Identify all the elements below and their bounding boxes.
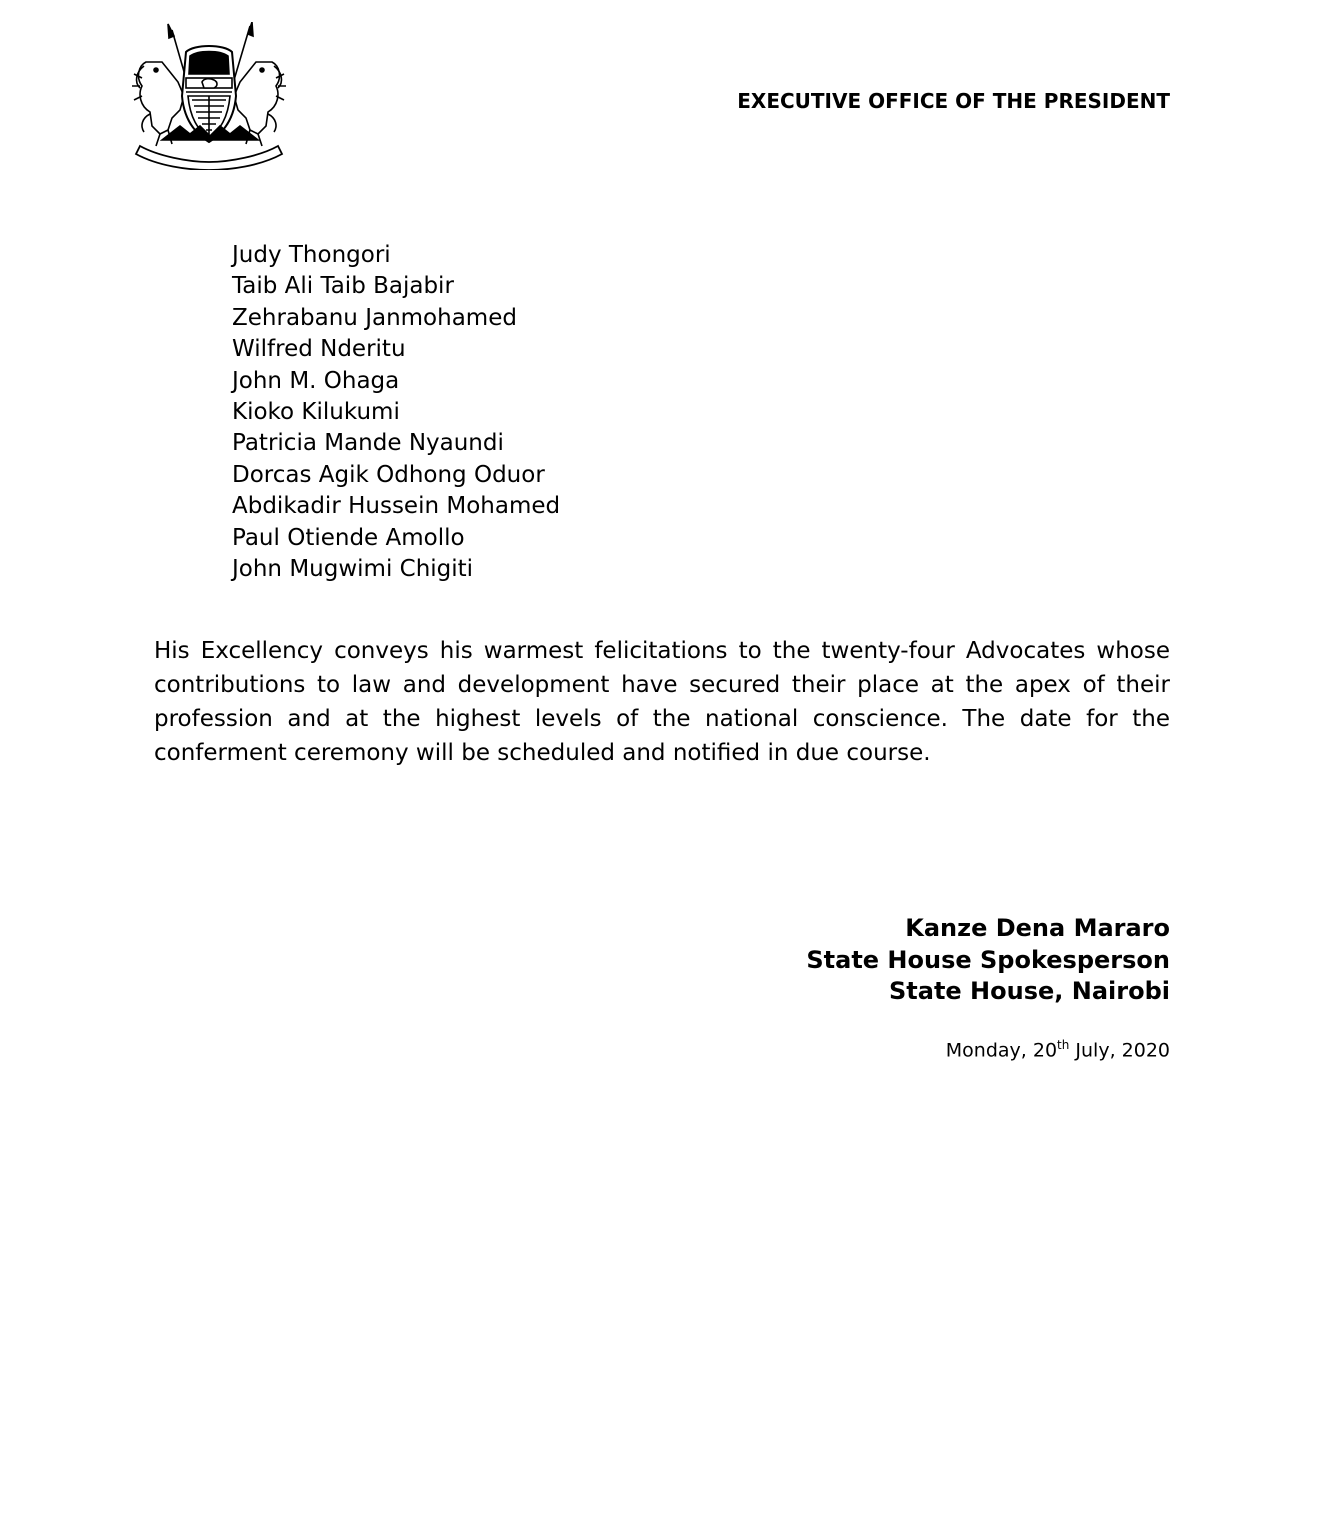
list-item: Wilfred Nderitu	[232, 336, 406, 363]
list-item: John Mugwimi Chigiti	[232, 556, 474, 583]
list-item: Dorcas Agik Odhong Oduor	[232, 461, 545, 488]
list-item: Judy Thongori	[232, 242, 391, 268]
date-suffix: July, 2020	[1069, 1039, 1170, 1062]
list-item: Patricia Mande Nyaundi	[232, 430, 504, 457]
signature-block	[806, 913, 1170, 1008]
list-item: Paul Otiende Amollo	[232, 524, 465, 551]
felicitations-paragraph: His Excellency conveys his warmest felicitations to the twenty-four Advocates whose contributions to law and development have secured their place at the apex of their profession and at the highest levels of the national conscience. The date for the conferment ceremony will be scheduled and notified in due course.	[154, 638, 1170, 766]
list-item: Abdikadir Hussein Mohamed	[232, 493, 561, 520]
date-prefix: Monday, 20	[945, 1039, 1058, 1062]
signatory-location: State House, Nairobi	[889, 977, 1170, 1005]
advocates-names-list	[232, 240, 560, 585]
office-title: EXECUTIVE OFFICE OF THE PRESIDENT	[737, 89, 1170, 113]
date-ordinal: th	[1057, 1038, 1070, 1052]
kenya-coat-of-arms-icon	[128, 22, 290, 170]
signatory-name: Kanze Dena Mararo	[905, 914, 1170, 942]
list-item: John M. Ohaga	[232, 367, 400, 394]
signatory-role: State House Spokesperson	[806, 945, 1170, 974]
list-item: Zehrabanu Janmohamed	[232, 304, 517, 331]
list-item: Kioko Kilukumi	[232, 399, 400, 426]
release-date	[946, 1038, 1170, 1061]
list-item: Taib Ali Taib Bajabir	[232, 273, 454, 300]
